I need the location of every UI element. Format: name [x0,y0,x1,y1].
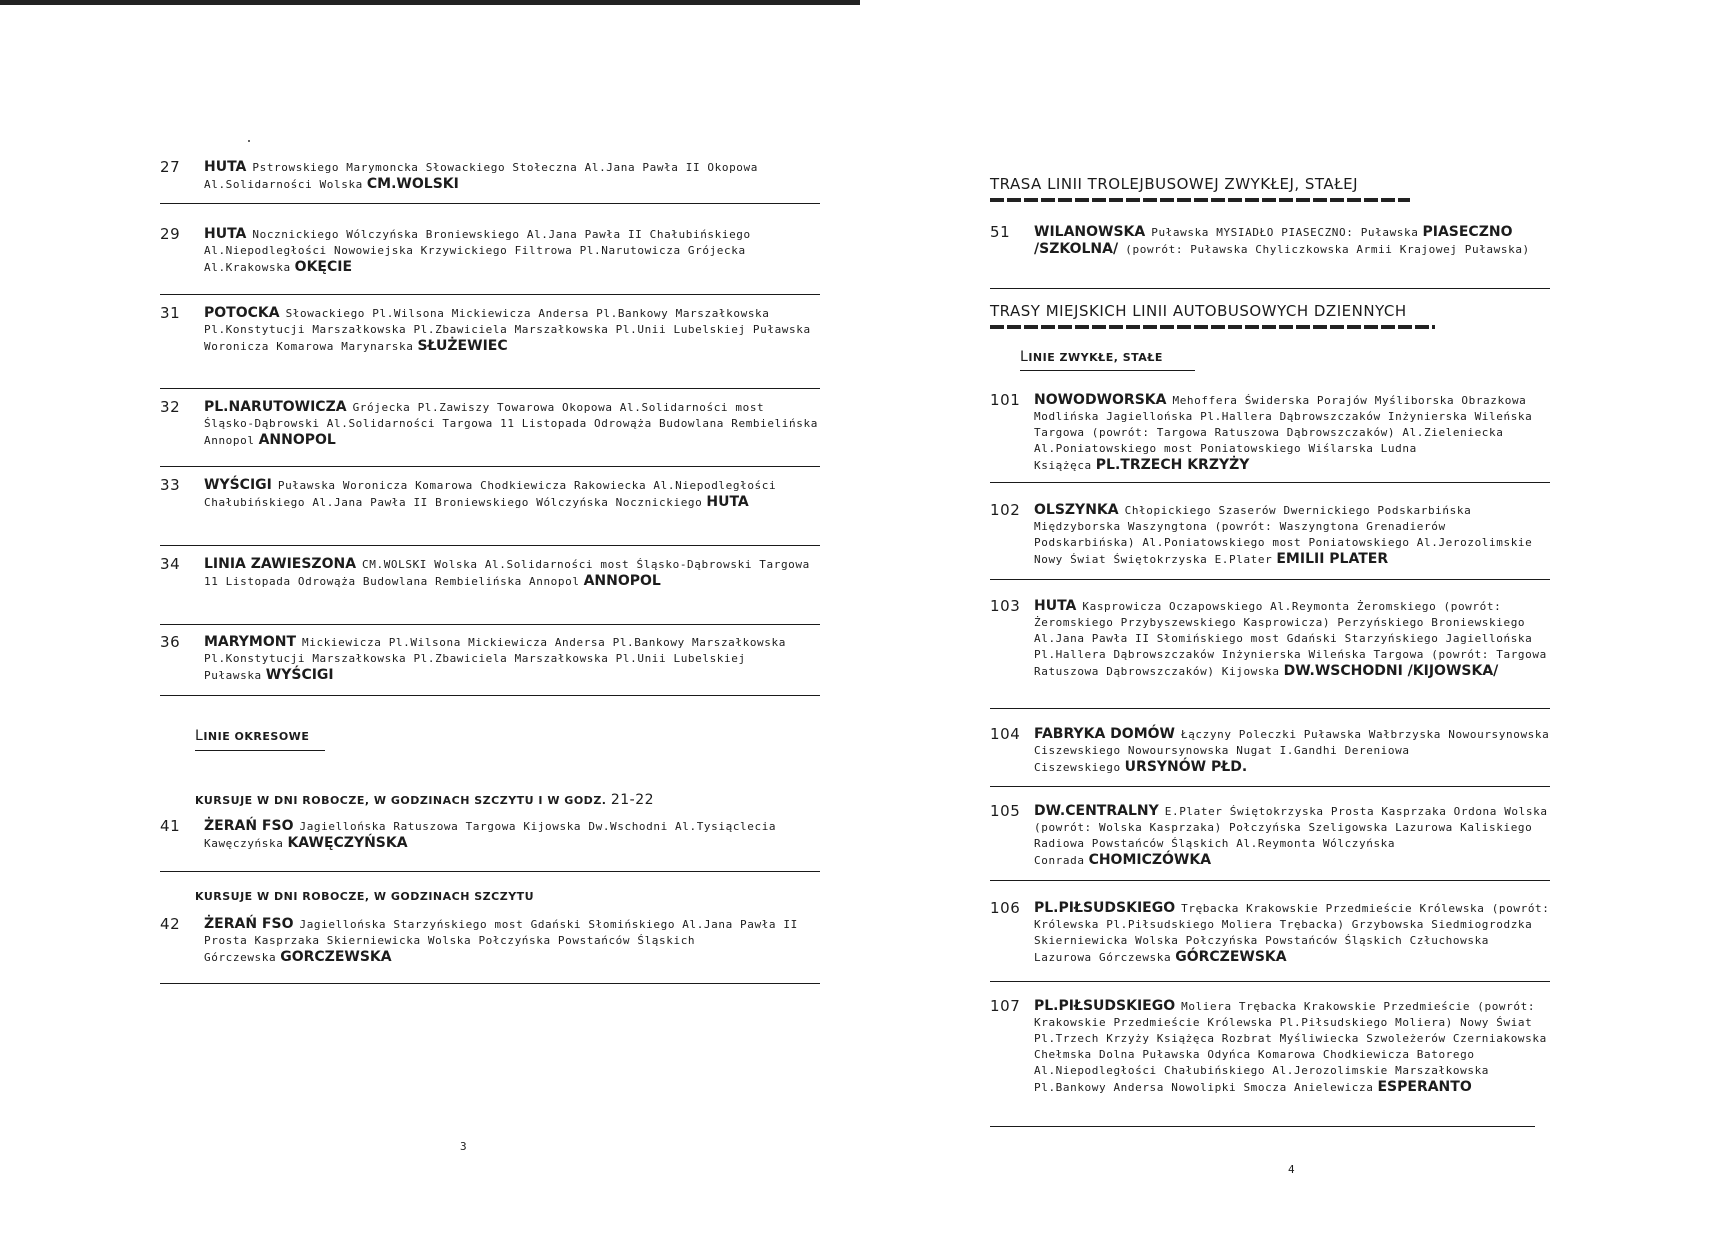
route-streets: Nocznickiego Wólczyńska Broniewskiego Al.Jana Pawła II Chałubińskiego Al.Niepodległości Nowowiejska Krzywickiego Filtrowa Pl.Narutowicza Grójecka Al.Krakowska [204,228,751,274]
page-number: 3 [460,1140,467,1153]
note-hours: 21-22 [610,792,655,808]
route-entry-51 [990,224,1550,258]
schedule-note-peak [195,890,534,903]
route-destination: HUTA [706,494,749,510]
route-entry-41 [160,818,820,852]
route-entry-29 [160,226,820,276]
route-entry-104 [990,726,1550,776]
heading-rest: INIE OKRESOWE [203,730,310,743]
route-terminus: PL.PIŁSUDSKIEGO [1034,998,1176,1014]
route-divider [160,203,820,204]
top-edge-mark [0,0,860,5]
route-terminus: HUTA [204,159,247,175]
route-destination: GÓRCZEWSKA [1175,949,1287,965]
route-divider [160,871,820,872]
route-terminus: HUTA [1034,598,1077,614]
route-number: 106 [990,899,1021,917]
route-number: 31 [160,304,181,322]
route-terminus: MARYMONT [204,634,297,650]
route-divider [990,579,1550,580]
heading-initial: L [195,728,204,744]
speck [248,140,250,142]
route-divider [160,545,820,546]
route-number: 51 [990,223,1011,241]
route-streets: Jagiellońska Starzyńskiego most Gdański Słomińskiego Al.Jana Pawła II Prosta Kasprzaka Skierniewicka Wolska Połczyńska Powstańców Śląskich Górczewska [204,918,798,964]
route-number: 105 [990,802,1021,820]
route-streets: Jagiellońska Ratuszowa Targowa Kijowska Dw.Wschodni Al.Tysiąclecia Kawęczyńska [204,820,777,850]
route-streets: Łączyny Poleczki Puławska Wałbrzyska Nowoursynowska Ciszewskiego Nowoursynowska Nugat I.Gandhi Dereniowa Ciszewskiego [1034,728,1550,774]
route-terminus: ŻERAŃ FSO [204,916,294,932]
bus-lines-heading: TRASY MIEJSKICH LINII AUTOBUSOWYCH DZIENNYCH [990,302,1407,320]
route-divider [160,624,820,625]
route-destination: OKĘCIE [294,259,353,275]
route-divider [990,981,1550,982]
route-divider [160,466,820,467]
trolleybus-heading: TRASA LINII TROLEJBUSOWEJ ZWYKŁEJ, STAŁEJ [990,175,1359,193]
route-divider [990,1126,1535,1127]
route-terminus: LINIA ZAWIESZONA [204,556,357,572]
route-number: 29 [160,225,181,243]
route-number: 36 [160,633,181,651]
route-destination: ANNOPOL [258,432,336,448]
route-destination: ESPERANTO [1377,1079,1472,1095]
route-terminus: PL.PIŁSUDSKIEGO [1034,900,1176,916]
heading-dash-underline [990,198,1410,202]
route-entry-31 [160,305,820,355]
route-number: 102 [990,501,1021,519]
route-terminus: DW.CENTRALNY [1034,803,1159,819]
route-destination: EMILII PLATER [1276,551,1389,567]
route-number: 104 [990,725,1021,743]
route-entry-101 [990,392,1550,474]
route-streets: Pstrowskiego Marymoncka Słowackiego Stołeczna Al.Jana Pawła II Okopowa Al.Solidarności Wolska [204,161,758,191]
note-text: KURSUJE W DNI ROBOCZE, W GODZINACH SZCZYTU [195,890,535,903]
route-destination: DW.WSCHODNI /KIJOWSKA/ [1283,663,1499,679]
route-entry-36 [160,634,820,684]
route-streets: Moliera Trębacka Krakowskie Przedmieście (powrót: Krakowskie Przedmieście Królewska Pl.Piłsudskiego Moliera) Nowy Świat Pl.Trzech Krzyży Książęca Rozbrat Myśliwiecka Szwoleżerów Czerniakowska Chełmska Dolna Puławska Odyńca Komarowa Chodkiewicza Batorego Al.Niepodległości Chałubińskiego Al.Jerozolimskie Marszałkowska Pl.Bankowy Andersa Nowolipki Smocza Anielewicza [1034,1000,1547,1094]
route-streets: Mickiewicza Pl.Wilsona Mickiewicza Andersa Pl.Bankowy Marszałkowska Pl.Konstytucji Marszałkowska Pl.Zbawiciela Marszałkowska Pl.Unii Lubelskiej Puławska [204,636,786,682]
page-number: 4 [1288,1163,1295,1176]
route-number: 33 [160,476,181,494]
route-number: 41 [160,817,181,835]
route-streets: Mehoffera Świderska Porajów Myśliborska Obrazkowa Modlińska Jagiellońska Pl.Hallera Dąbrowszczaków Inżynierska Wileńska Targowa (powrót: Targowa Ratuszowa Dąbrowszczaków) Al.Zieleniecka Al.Poniatowskiego most Poniatowskiego Wiślarska Ludna Książęca [1034,394,1533,472]
route-streets: Słowackiego Pl.Wilsona Mickiewicza Andersa Pl.Bankowy Marszałkowska Pl.Konstytucji Marszałkowska Pl.Zbawiciela Marszałkowska Pl.Unii Lubelskiej Puławska Woronicza Komarowa Marynarska [204,307,811,353]
route-entry-102 [990,502,1550,568]
route-terminus: NOWODWORSKA [1034,392,1167,408]
route-destination: GORCZEWSKA [280,949,392,965]
route-entry-105 [990,803,1550,869]
route-divider [990,288,1550,289]
note-text: KURSUJE W DNI ROBOCZE, W GODZINACH SZCZYTU I W GODZ. [195,794,607,807]
regular-lines-subheading [1020,349,1163,365]
route-divider [990,708,1550,709]
route-entry-34 [160,556,820,590]
route-number: 27 [160,158,181,176]
route-divider [990,880,1550,881]
route-number: 101 [990,391,1021,409]
route-terminus: POTOCKA [204,305,280,321]
route-streets: Grójecka Pl.Zawiszy Towarowa Okopowa Al.Solidarności most Śląsko-Dąbrowski Al.Solidarności Targowa 11 Listopada Odrowąża Budowlana Rembielińska Annopol [204,401,818,447]
route-divider [160,695,820,696]
route-destination: KAWĘCZYŃSKA [287,835,408,851]
route-divider [160,983,820,984]
route-streets: Puławska MYSIADŁO PIASECZNO: Puławska [1151,226,1419,239]
route-destination: PIASECZNO /SZKOLNA/ [1034,224,1513,257]
route-entry-32 [160,399,820,449]
route-terminus: FABRYKA DOMÓW [1034,726,1175,742]
route-entry-42 [160,916,820,966]
route-number: 103 [990,597,1021,615]
route-terminus: HUTA [204,226,247,242]
route-streets: CM.WOLSKI Wolska Al.Solidarności most Śląsko-Dąbrowski Targowa 11 Listopada Odrowąża Budowlana Rembielińska Annopol [204,558,810,588]
heading-dash-underline [990,325,1435,329]
route-entry-103 [990,598,1550,680]
route-terminus: PL.NARUTOWICZA [204,399,347,415]
route-destination: URSYNÓW PŁD. [1124,759,1248,775]
route-number: 32 [160,398,181,416]
heading-underline [195,750,325,751]
route-destination: WYŚCIGI [265,667,334,683]
route-destination: SŁUŻEWIEC [417,338,508,354]
route-streets: Kasprowicza Oczapowskiego Al.Reymonta Żeromskiego (powrót: Żeromskiego Przybyszewskiego Kasprowicza) Perzyńskiego Broniewskiego Al.Jana Pawła II Słomińskiego most Gdański Starzyńskiego Jagiellońska Pl.Hallera Dąbrowszczaków Inżynierska Wileńska Targowa (powrót: Targowa Ratuszowa Dąbrowszczaków) Kijowska [1034,600,1547,678]
route-return-note: (powrót: Puławska Chyliczkowska Armii Krajowej Puławska) [1125,243,1530,256]
route-number: 34 [160,555,181,573]
route-destination: PL.TRZECH KRZYŻY [1095,457,1250,473]
route-destination: ANNOPOL [583,573,661,589]
route-destination: CM.WOLSKI [366,176,459,192]
route-divider [990,786,1550,787]
route-divider [160,294,820,295]
route-terminus: OLSZYNKA [1034,502,1119,518]
route-entry-27 [160,159,820,193]
route-number: 42 [160,915,181,933]
route-streets: Trębacka Krakowskie Przedmieście Królewska (powrót: Królewska Pl.Piłsudskiego Moliera Trębacka) Grzybowska Siedmiogrodzka Skierniewicka Wolska Połczyńska Powstańców Śląskich Człuchowska Lazurowa Górczewska [1034,902,1550,964]
route-divider [990,482,1550,483]
route-streets: Chłopickiego Szaserów Dwernickiego Podskarbińska Międzyborska Waszyngtona (powrót: Waszyngtona Grenadierów Podskarbińska) Al.Poniatowskiego most Poniatowskiego Al.Jerozolimskie Nowy Świat Świętokrzyska E.Plater [1034,504,1533,566]
route-entry-107 [990,998,1550,1096]
schedule-note-peak-evening [195,792,654,808]
periodic-lines-heading [195,728,309,744]
route-terminus: WYŚCIGI [204,477,272,493]
route-destination: CHOMICZÓWKA [1088,852,1212,868]
heading-initial: L [1020,349,1029,365]
heading-rest: INIE ZWYKŁE, STAŁE [1028,351,1163,364]
route-number: 107 [990,997,1021,1015]
route-terminus: WILANOWSKA [1034,224,1146,240]
route-divider [160,388,820,389]
route-terminus: ŻERAŃ FSO [204,818,294,834]
heading-underline [1020,370,1195,371]
route-entry-33 [160,477,820,511]
route-streets: E.Plater Świętokrzyska Prosta Kasprzaka Ordona Wolska (powrót: Wolska Kasprzaka) Połczyńska Szeligowska Lazurowa Kaliskiego Radiowa Powstańców Śląskich Al.Reymonta Wólczyńska Conrada [1034,805,1548,867]
route-entry-106 [990,900,1550,966]
route-streets: Puławska Woronicza Komarowa Chodkiewicza Rakowiecka Al.Niepodległości Chałubińskiego Al.Jana Pawła II Broniewskiego Wólczyńska Nocznickiego [204,479,777,509]
